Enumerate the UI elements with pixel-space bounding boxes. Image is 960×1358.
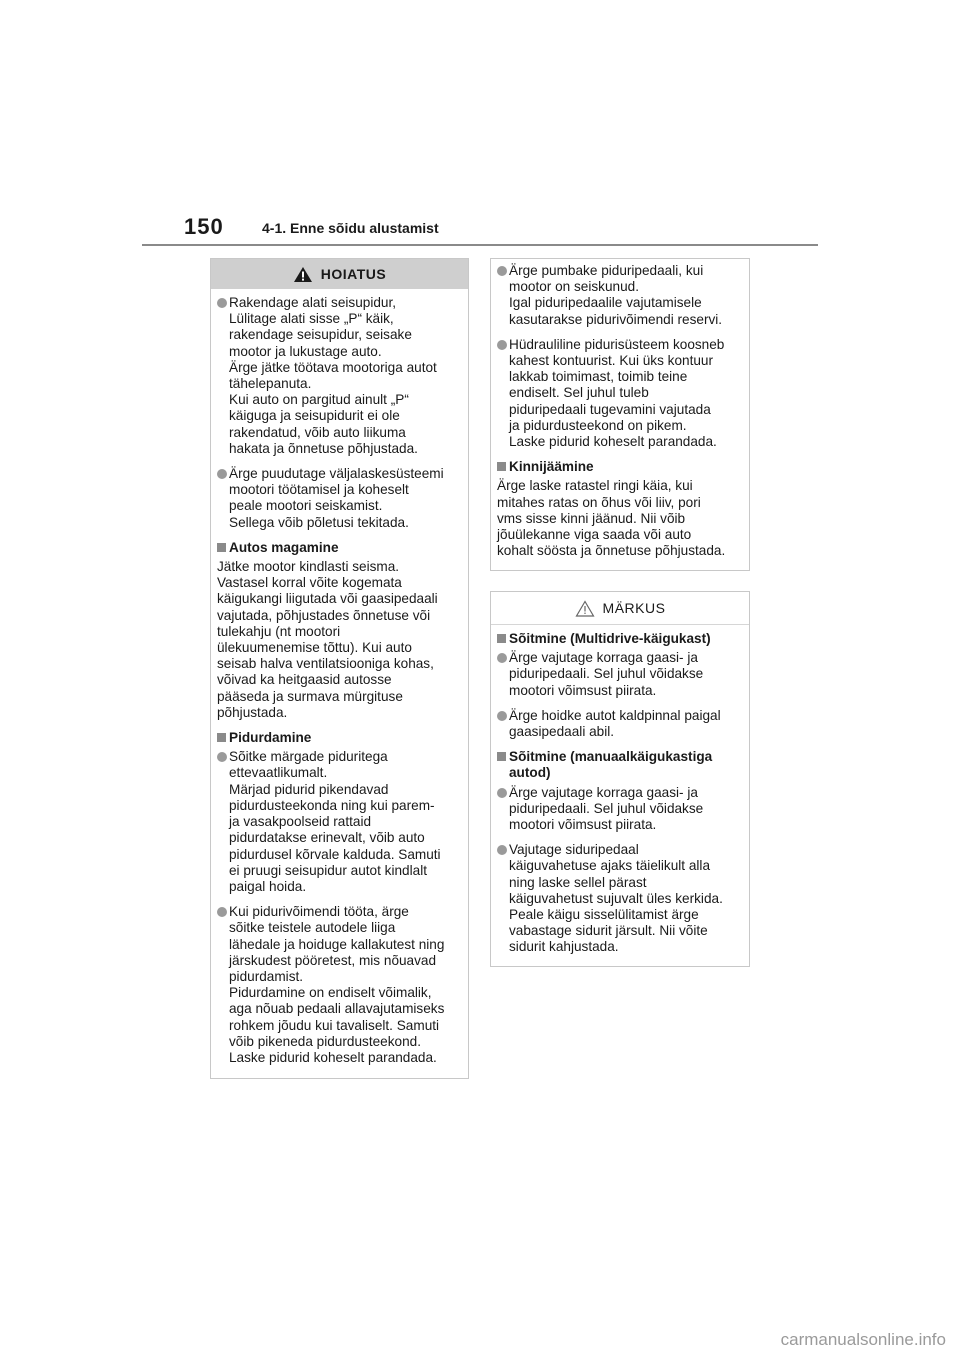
bullet-item [497,842,744,955]
subsection-heading [497,631,744,647]
section-title: 4-1. Enne sõidu alustamist [262,220,439,236]
bullet-item [497,650,744,699]
item-text: Vajutage siduripedaal käiguvahetuse ajaks täielikult alla ning laske sellel pärast käiguvahetust sujuvalt üles kerkida. Peale käigu sisselülitamist ärge vabastage sidurit järsult. Nii võite sidurit kahjustada. [509,842,723,955]
caution-outline-icon [575,600,595,617]
bullet-item [497,785,744,834]
item-text: Rakendage alati seisupidur, Lülitage alati sisse „P“ käik, rakendage seisupidur, seisake mootor ja lukustage auto. Ärge jätke töötava mootoriga autot tähelepanuta. Kui auto on pargitud ainult „P“ käiguga ja seisupidurit ei ole rakendatud, võib auto liikuma hakata ja õnnetuse põhjustada. [229,295,437,456]
item-text: Ärge laske ratastel ringi käia, kui mitahes ratas on õhus või liiv, pori vms sisse kinni jäänud. Nii võib jõuülekanne viga saada või auto kohalt söösta ja õnnetuse põhjustada. [497,478,726,559]
bullet-dot-icon [217,298,227,308]
bullet-item [217,749,463,895]
square-bullet-icon [497,462,506,471]
bullet-item [497,263,744,328]
bullet-item [217,904,463,1066]
header-rule [142,244,818,246]
bullet-dot-icon [217,907,227,917]
item-text: Sõitmine (manuaalkäigukastiga autod) [509,749,713,781]
bullet-item [497,337,744,450]
note-body [491,625,749,973]
warning-box [210,258,469,1079]
warning-header [211,259,468,289]
bullet-dot-icon [217,752,227,762]
subsection-heading [497,749,744,781]
continued-warning-body [491,259,749,576]
item-text: Ärge vajutage korraga gaasi- ja piduripedaali. Sel juhul võidakse mootori võimsust piirata. [509,650,704,698]
item-text: Kui pidurivõimendi tööta, ärge sõitke teistele autodele liiga lähedale ja hoiduge kallakutest ning järskudest pööretest, mis nõuavad pidurdamist. Pidurdamine on endiselt võimalik, aga nõuab pedaali allavajutamiseks rohkem jõudu kui tavaliselt. Samuti võib pikeneda pidurdusteekond. Laske pidurid koheselt parandada. [229,904,445,1065]
item-text: Autos magamine [229,539,339,555]
page-number: 150 [184,214,224,239]
note-box [490,591,750,967]
square-bullet-icon [497,634,506,643]
subsection-heading [217,540,463,556]
item-text: Ärge vajutage korraga gaasi- ja piduripedaali. Sel juhul võidakse mootori võimsust piirata. [509,784,704,833]
subsection-heading [217,730,463,746]
bullet-dot-icon [497,340,507,350]
item-text: Kinnijäämine [509,459,594,475]
bullet-dot-icon [497,653,507,663]
bullet-item [217,295,463,457]
bullet-item [217,466,463,531]
warning-body [211,289,468,1083]
footer-watermark: carmanualsonline.info [780,1330,946,1349]
bullet-dot-icon [497,788,507,798]
warning-title: HOIATUS [320,265,387,282]
item-text: Hüdrauliline pidurisüsteem koosneb kahest kontuurist. Kui üks kontuur lakkab toimimast, toimib teine endiselt. Sel juhul tuleb piduripedaali tugevamini vajutada ja pidurdusteekond on pikem. Laske pidurid koheselt parandada. [509,336,725,450]
item-text: Sõitmine (Multidrive-käigukast) [509,631,711,646]
bullet-dot-icon [497,266,507,276]
bullet-dot-icon [217,469,227,479]
square-bullet-icon [217,543,226,552]
item-text: Ärge hoidke autot kaldpinnal paigal gaasipedaali abil. [509,707,721,740]
item-text: Jätke mootor kindlasti seisma. Vastasel korral võite kogemata käigukangi liigutada või gaasipedaali vajutada, põhjustades õnnetuse või tulekahju (nt mootori ülekuumenemise tõttu). Kui auto seisab halva ventilatsiooniga kohas, võivad ka heitgaasid autosse pääseda ja surmava mürgituse põhjustada. [217,559,438,720]
subsection-heading [497,459,744,475]
item-text: Ärge pumbake piduripedaali, kui mootor on seiskunud. Igal piduripedaalile vajutamisele kasutarakse pidurivõimendi reservi. [509,263,723,327]
item-text: Ärge puudutage väljalaskesüsteemi mootori töötamisel ja koheselt peale mootori seiskamist. Sellega võib põletusi tekitada. [229,466,444,530]
continued-warning-box [490,258,750,571]
item-text: Sõitke märgade piduritega ettevaatlikumalt. Märjad pidurid pikendavad pidurdusteekonda ning kui parem- ja vasakpoolseid rattaid pidurdatakse erinevalt, võib auto pidurdusel kõrvale kalduda. Samuti ei pruugi seisupidur autot kindlalt paigal hoida. [229,749,441,894]
bullet-dot-icon [497,711,507,721]
bullet-item [497,708,744,740]
note-header [491,592,749,625]
warning-triangle-icon [293,266,313,283]
square-bullet-icon [217,733,226,742]
bullet-dot-icon [497,845,507,855]
paragraph [217,559,463,721]
note-title: MÄRKUS [602,599,666,616]
item-text: Pidurdamine [229,730,312,746]
paragraph [497,478,744,559]
square-bullet-icon [497,752,506,761]
